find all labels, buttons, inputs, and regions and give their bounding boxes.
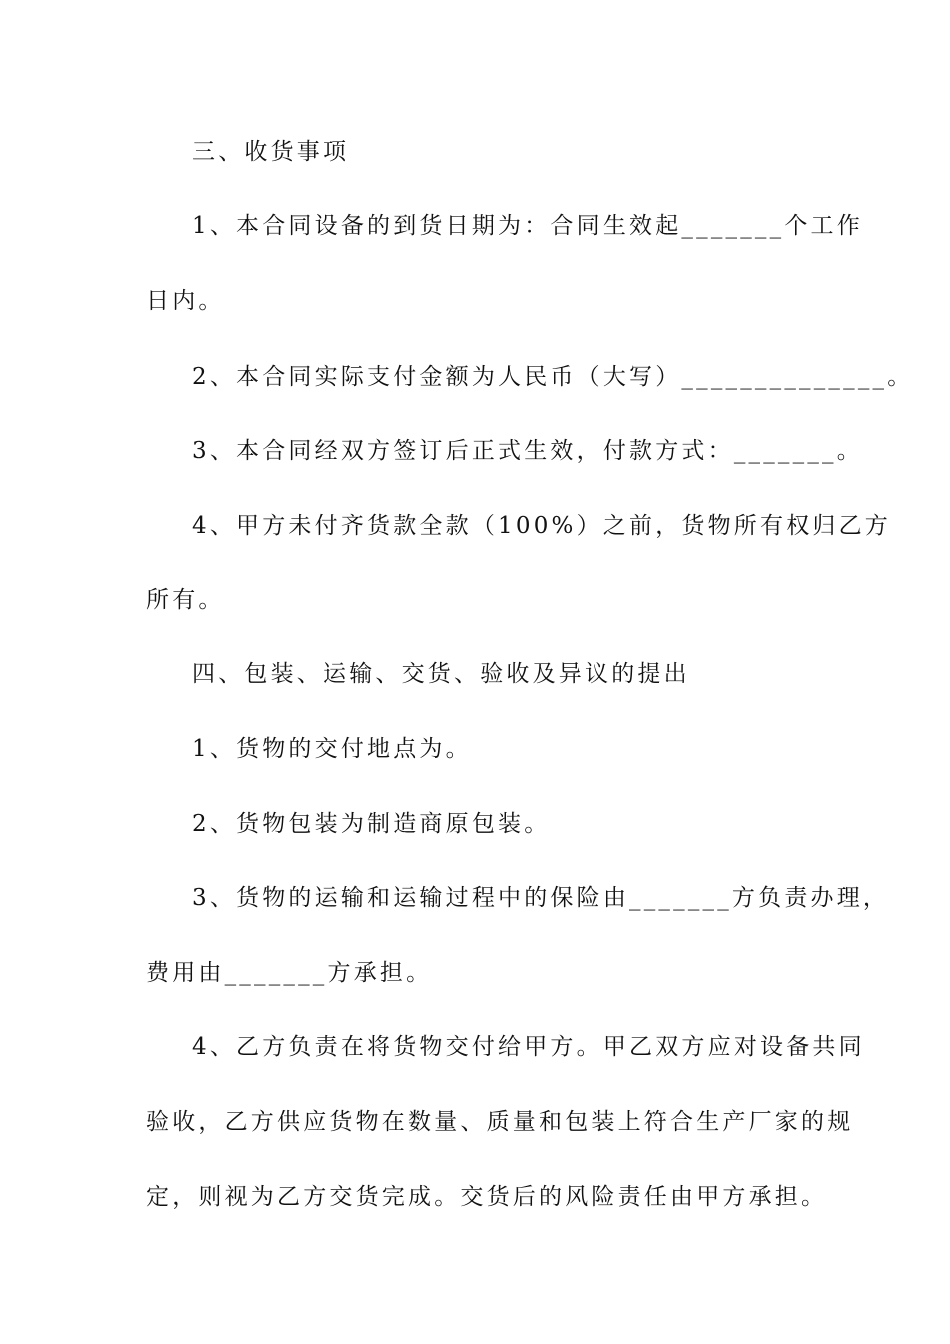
clause-3-3: 3、本合同经双方签订后正式生效，付款方式：_______。 xyxy=(192,438,863,464)
clause-4-1: 1、货物的交付地点为。 xyxy=(192,736,472,762)
clause-3-2: 2、本合同实际支付金额为人民币（大写）______________。 xyxy=(192,364,914,390)
clause-4-3-line-2: 费用由_______方承担。 xyxy=(146,960,433,986)
clause-4-4-line-3: 定，则视为乙方交货完成。交货后的风险责任由甲方承担。 xyxy=(146,1184,828,1210)
clause-3-1-line-2: 日内。 xyxy=(146,288,225,314)
section-heading-receiving: 三、收货事项 xyxy=(192,139,350,165)
clause-4-4-line-2: 验收，乙方供应货物在数量、质量和包装上符合生产厂家的规 xyxy=(146,1109,854,1135)
clause-4-2: 2、货物包装为制造商原包装。 xyxy=(192,811,551,837)
clause-3-1-line-1: 1、本合同设备的到货日期为：合同生效起_______个工作 xyxy=(192,213,863,239)
clause-4-3-line-1: 3、货物的运输和运输过程中的保险由_______方负责办理， xyxy=(192,885,890,911)
clause-3-4-line-2: 所有。 xyxy=(146,587,225,613)
section-heading-packaging: 四、包装、运输、交货、验收及异议的提出 xyxy=(192,661,690,687)
clause-3-4-line-1: 4、甲方未付齐货款全款（100%）之前，货物所有权归乙方 xyxy=(192,513,891,539)
clause-4-4-line-1: 4、乙方负责在将货物交付给甲方。甲乙双方应对设备共同 xyxy=(192,1034,865,1060)
